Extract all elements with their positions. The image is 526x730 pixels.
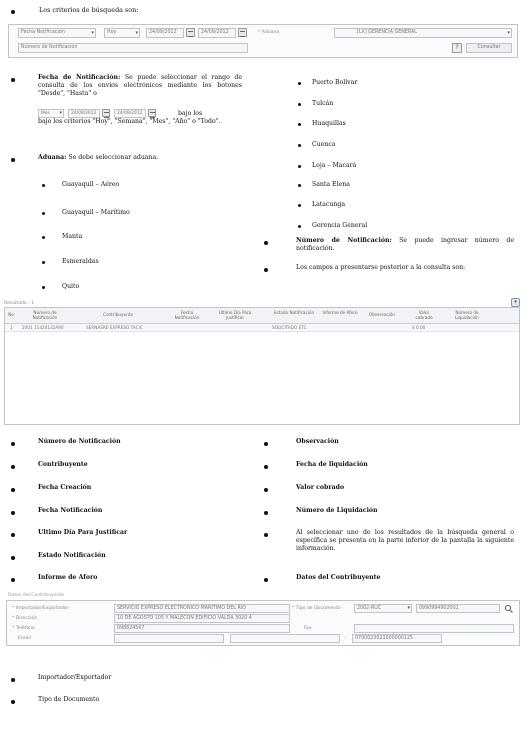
phone-value: 098824567: [117, 626, 145, 631]
row-contribuyente: SERNASRE EXPRESO TACIC: [86, 325, 143, 330]
datos-title: Datos del Contribuyente: [296, 574, 381, 581]
field-item: Ultimo Día Para Justificar: [38, 529, 128, 536]
calendar-icon[interactable]: [186, 28, 195, 37]
field-item: Observación: [296, 438, 339, 445]
inline-from-input: [68, 109, 100, 118]
doc-type-label: * Tipo de Documento: [292, 606, 341, 611]
field-item: Estado Notificación: [38, 552, 106, 559]
inline-range-select: [38, 109, 64, 118]
list-bullet: [42, 261, 45, 264]
field-item: Valor cobrado: [296, 484, 345, 491]
bullet: [264, 268, 268, 272]
results-label: Resultado : 1: [4, 301, 35, 306]
email-code-field[interactable]: [352, 634, 442, 643]
column-header[interactable]: Estado Notificación: [273, 310, 315, 315]
address-field[interactable]: [114, 614, 290, 623]
results-header-row: [5, 308, 519, 324]
email-field-b[interactable]: [230, 634, 340, 643]
list-item: Puerto Bolívar: [312, 79, 358, 86]
notification-number-placeholder: Número de Notificación: [21, 45, 78, 50]
column-header[interactable]: Número de Liquidación: [455, 310, 479, 320]
list-bullet: [42, 212, 45, 215]
notification-number-input[interactable]: [18, 43, 248, 53]
row-no: 1: [10, 325, 13, 330]
column-header[interactable]: Valor cobrado: [415, 310, 433, 320]
dash-separator: -: [344, 636, 346, 641]
customs-value: [LX] GERENCIA GENERAL: [357, 30, 417, 35]
bullet: [11, 488, 15, 492]
list-item: Huaquillas: [312, 120, 346, 127]
list-bullet: [298, 103, 301, 106]
list-item: Loja – Macará: [312, 162, 357, 169]
customs-select[interactable]: [334, 28, 512, 38]
list-bullet: [298, 123, 301, 126]
bullet: [264, 488, 268, 492]
bullet: [264, 511, 268, 515]
list-bullet: [298, 165, 301, 168]
bullet: [264, 533, 268, 537]
range-type-select[interactable]: [104, 28, 140, 38]
list-bullet: [298, 225, 301, 228]
list-item: Cuenca: [312, 141, 336, 148]
list-item: Esmeraldas: [62, 258, 99, 265]
numero-notificacion-text: Se puede ingresar número de notificación.: [296, 237, 514, 253]
email-label: Email: [18, 636, 31, 641]
bullet: [11, 465, 15, 469]
list-bullet: [42, 236, 45, 239]
aduana-title: Aduana:: [38, 154, 67, 161]
list-item: Guayaquil – Marítimo: [62, 209, 130, 216]
date-to-input[interactable]: [198, 28, 236, 38]
consult-label: Consultar: [477, 45, 501, 50]
aduana-paragraph: [38, 154, 248, 162]
importer-value: SERVICIO EXPRESO ELECTRONICO MARITIMO DEL RIO: [117, 606, 246, 611]
fax-label: Fax: [304, 626, 312, 631]
list-item: Santa Elena: [312, 181, 350, 188]
field-item: Contribuyente: [38, 461, 88, 468]
calendar-icon: [148, 109, 156, 117]
bullet: [11, 700, 15, 704]
bullet: [11, 678, 15, 682]
field-item: Fecha Creación: [38, 484, 92, 491]
aduana-text: Se debe seleccionar aduana.: [68, 154, 159, 161]
consult-button[interactable]: [466, 43, 512, 53]
list-item: Guayaquil – Aéreo: [62, 181, 120, 188]
phone-label: * Teléfono: [12, 626, 35, 631]
range-type-value: Hoy: [107, 30, 117, 35]
column-header[interactable]: No: [8, 312, 14, 317]
bottom-item: Importador/Exportador: [38, 674, 112, 681]
phone-field[interactable]: [114, 624, 290, 633]
address-label: * Dirección: [12, 616, 38, 621]
contribuyente-panel-title: Datos del Contribuyente: [8, 593, 65, 598]
list-bullet: [298, 184, 301, 187]
field-item: Número de Liquidación: [296, 507, 378, 514]
date-from-input[interactable]: [146, 28, 184, 38]
calendar-icon[interactable]: [238, 28, 247, 37]
fecha-notificacion-text: Se puede seleccionar el rango de consulta de los envíos electrónicos mediante los botones "Desde", "Hasta" o: [38, 74, 242, 98]
calendar-icon: [102, 109, 110, 117]
email-code-value: 0700023021000000125: [355, 636, 413, 641]
fecha-notificacion-text-2a: bajo los: [178, 110, 203, 117]
fecha-notificacion-paragraph: [38, 74, 242, 99]
bullet: [11, 10, 15, 14]
importer-label: * Importador/Exportador: [12, 606, 69, 611]
doc-type-select[interactable]: [354, 604, 412, 613]
list-item: Manta: [62, 233, 83, 240]
numero-notificacion-paragraph: [296, 237, 514, 253]
row-estado: SOLICITADO ETC: [272, 325, 307, 330]
field-item: Informe de Aforo: [38, 574, 98, 581]
list-bullet: [42, 184, 45, 187]
date-type-select[interactable]: [18, 28, 96, 38]
doc-number-field[interactable]: [416, 604, 500, 613]
chevron-down-icon: ▾: [91, 30, 94, 36]
inline-range-value: Mes: [41, 111, 50, 116]
intro-text: Los criterios de búsqueda son:: [39, 6, 139, 14]
help-icon[interactable]: ?: [452, 43, 462, 53]
table-row[interactable]: [5, 324, 519, 332]
bullet: [11, 578, 15, 582]
column-header[interactable]: Informe de Aforo: [322, 310, 358, 315]
chevron-down-icon: ▾: [507, 30, 510, 36]
doc-number-value: 0990994902001: [419, 606, 459, 611]
column-header[interactable]: Observación: [368, 312, 396, 317]
fax-field[interactable]: [354, 624, 514, 633]
date-type-value: Fecha Notificación: [21, 30, 65, 35]
address-value: 10 DE AGOSTO 105 Y MALECON EDIFICIO VALDA 3020 4: [117, 616, 252, 621]
bullet: [11, 533, 15, 537]
list-item: Latacunga: [312, 201, 346, 208]
bullet: [11, 78, 15, 82]
chevron-down-icon: ▾: [135, 30, 138, 36]
importer-field[interactable]: [114, 604, 290, 613]
list-item: Quito: [62, 283, 80, 290]
email-field-a[interactable]: [114, 634, 224, 643]
fecha-notificacion-text-2b: bajo los criterios "Hoy", "Semana", "Mes", "Año" o "Todo".: [38, 118, 221, 125]
bullet: [11, 442, 15, 446]
fecha-notificacion-text-2: [38, 118, 242, 126]
column-header[interactable]: Fecha Notificación: [174, 310, 200, 320]
field-item: Fecha de liquidación: [296, 461, 368, 468]
column-header[interactable]: Último Día Para Justificar: [218, 310, 252, 320]
chevron-down-icon: ▾: [407, 605, 410, 611]
row-numero: 2001 11420132A90: [22, 325, 64, 330]
campos-intro-paragraph: Los campos a presentarse posterior a la consulta son:: [296, 264, 466, 271]
bullet: [11, 556, 15, 560]
list-bullet: [298, 204, 301, 207]
date-from-value: 24/09/2012: [149, 30, 177, 35]
chevron-down-icon: ▾: [59, 110, 62, 116]
results-collapse-icon[interactable]: ▾: [511, 298, 520, 307]
column-header[interactable]: Contribuyente: [103, 312, 133, 317]
row-valor: $ 0.00: [412, 325, 426, 330]
column-header[interactable]: Número de Notificación: [32, 310, 58, 320]
search-icon[interactable]: [504, 604, 514, 613]
numero-notificacion-title: Número de Notificación:: [296, 237, 392, 244]
list-bullet: [298, 144, 301, 147]
inline-from-value: 24/09/2012: [71, 111, 97, 116]
selection-note: Al seleccionar uno de los resultados de la búsqueda general o específica se presenta en la parte inferior de la pantalla la siguiente información.: [296, 529, 514, 553]
field-item: Fecha Notificación: [38, 507, 103, 514]
customs-label: * Aduana: [258, 30, 280, 35]
date-to-value: 24/09/2012: [201, 30, 229, 35]
bottom-item: Tipo de Documento: [38, 696, 100, 703]
bullet: [11, 158, 15, 162]
list-bullet: [42, 286, 45, 289]
field-item: Número de Notificación: [38, 438, 121, 445]
doc-type-value: 2002-RUC: [357, 606, 382, 611]
inline-to-value: 24/09/2012: [117, 111, 143, 116]
bullet: [264, 465, 268, 469]
fecha-notificacion-title: Fecha de Notificación:: [38, 74, 121, 81]
list-item: Tulcán: [312, 100, 334, 107]
list-item: Gerencia General: [312, 222, 368, 229]
inline-to-input: [114, 109, 146, 118]
bullet: [264, 578, 268, 582]
bullet: [11, 511, 15, 515]
list-bullet: [298, 82, 301, 85]
bullet: [264, 241, 268, 245]
bullet: [264, 442, 268, 446]
